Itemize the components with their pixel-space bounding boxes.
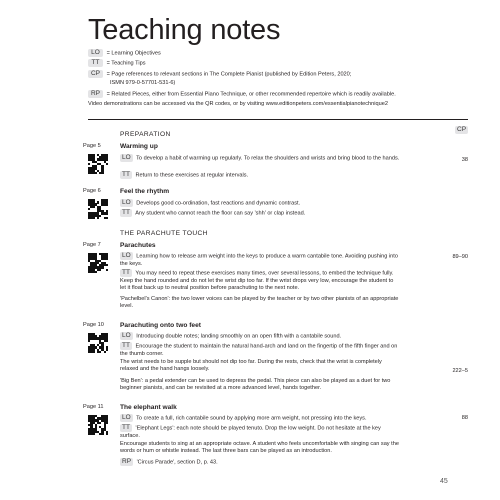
entry-title: Warming up — [120, 143, 158, 150]
body-text: 'Big Ben': a pedal extender can be used to depress the pedal. This piece can also be played as a duet for two beginner pianists, and can be revisited at a more advanced level, hands together. — [120, 378, 391, 392]
key-text: = Teaching Tips — [106, 60, 146, 67]
tt-text: TT 'Elephant Legs': each note should be played tenuto. Drop the low weight. Do not hesitate at the key surface. — [120, 424, 381, 439]
tt-text: TT Encourage the student to maintain the natural hand-arch and land on the fingertip of the fifth finger and on the thumb corner. — [120, 342, 398, 357]
tt-badge: TT — [122, 209, 130, 216]
page-ref: Page 6 — [83, 188, 101, 194]
entry-title: Parachuting onto two feet — [120, 322, 201, 329]
key-text: = Learning Objectives — [106, 50, 161, 57]
lo-badge: LO — [122, 252, 131, 259]
lo-badge: LO — [122, 414, 131, 421]
qr-code[interactable] — [88, 415, 108, 435]
lo-text: LO Introducing double notes; landing smoothly on an open fifth with a cantabile sound. — [122, 332, 342, 340]
tt-badge: TT — [122, 424, 130, 431]
key-text: ISMN 979-0-57701-531-6) — [110, 80, 176, 86]
page-ref: Page 7 — [83, 242, 101, 248]
key-rp — [88, 90, 468, 98]
key-tt — [88, 59, 468, 67]
cp-ref: 88 — [461, 415, 468, 421]
page-title: Teaching notes — [88, 14, 281, 46]
body-text: Encourage students to sing at an appropriate octave. A student who feels uncomfortable with singing can say the words or hum or whistle instead. The last three bars can be played as an introduction. — [120, 441, 399, 455]
page-ref: Page 11 — [83, 404, 104, 410]
cp-ref: 38 — [461, 157, 468, 163]
section-heading-parachute: THE PARACHUTE TOUCH — [120, 230, 208, 237]
page-ref: Page 10 — [83, 322, 104, 328]
key-cp — [88, 70, 468, 78]
key-lo — [88, 49, 468, 57]
lo-badge: LO — [122, 199, 131, 206]
cp-ref: 222–5 — [452, 368, 468, 374]
qr-code[interactable] — [88, 253, 108, 273]
lo-text: LO Learning how to release arm weight into the keys to produce a warm cantabile tone. Avoiding pushing into the keys. — [120, 252, 398, 267]
video-note: Video demonstrations can be accessed via the QR codes, or by visiting www.editionpeters.com/essentialpianotechnique2 — [88, 101, 388, 107]
tt-text: TT You may need to repeat these exercises many times, over several lessons, to embed the technique fully. Keep the hand rounded and do not let the wrist dip too far. If the wrist drops very low, encourage the student to let it float back up to neutral position before parachuting to the next note. — [120, 269, 394, 291]
key-text: = Page references to relevant sections in The Complete Pianist (published by Edition Peters, 2020; — [106, 71, 352, 78]
entry-title: The elephant walk — [120, 404, 177, 411]
lo-badge: LO — [122, 332, 131, 339]
key-text: = Related Pieces, either from Essential Piano Technique, or other recommended repertoire which is readily available. — [106, 91, 396, 98]
tt-badge: TT — [122, 171, 130, 178]
entry-title: Parachutes — [120, 242, 156, 249]
rp-badge: RP — [88, 90, 103, 98]
page-number: 45 — [440, 478, 448, 485]
qr-code[interactable] — [88, 154, 108, 174]
body-text: The wrist needs to be supple but should not dip too far. During the rests, check that the wrist is completely relaxed and the hand hangs loosely. — [120, 359, 382, 373]
entry-title: Feel the rhythm — [120, 188, 170, 195]
key-cp-cont — [110, 79, 490, 87]
rp-badge: RP — [122, 458, 132, 465]
rp-text: RP 'Circus Parade', section D, p. 43. — [122, 458, 218, 466]
cp-ref: 89–90 — [452, 254, 468, 260]
qr-code[interactable] — [88, 333, 108, 353]
body-text: 'Pachelbel's Canon': the two lower voices can be played by the teacher or by two other pianists of an appropriate level. — [120, 296, 399, 310]
lo-text: LO To create a full, rich cantabile sound by applying more arm weight, not pressing into the keys. — [122, 414, 367, 422]
tt-badge: TT — [122, 342, 130, 349]
lo-badge: LO — [122, 154, 131, 161]
qr-code[interactable] — [88, 199, 108, 219]
lo-text: LO To develop a habit of warming up regularly. To relax the shoulders and wrists and bring blood to the hands. — [122, 154, 400, 162]
cp-badge: CP — [88, 70, 103, 78]
page-ref: Page 5 — [83, 143, 101, 149]
tt-text: TT Return to these exercises at regular intervals. — [122, 171, 249, 179]
cp-column-badge: CP — [457, 126, 467, 133]
tt-text: TT Any student who cannot reach the floor can say 'shh' or clap instead. — [122, 209, 306, 217]
tt-badge: TT — [88, 59, 103, 67]
tt-badge: TT — [122, 269, 130, 276]
lo-badge: LO — [88, 49, 103, 57]
lo-text: LO Develops good co-ordination, fast reactions and dynamic contrast. — [122, 199, 301, 207]
divider — [88, 119, 468, 120]
section-heading-preparation: PREPARATION — [120, 131, 171, 138]
